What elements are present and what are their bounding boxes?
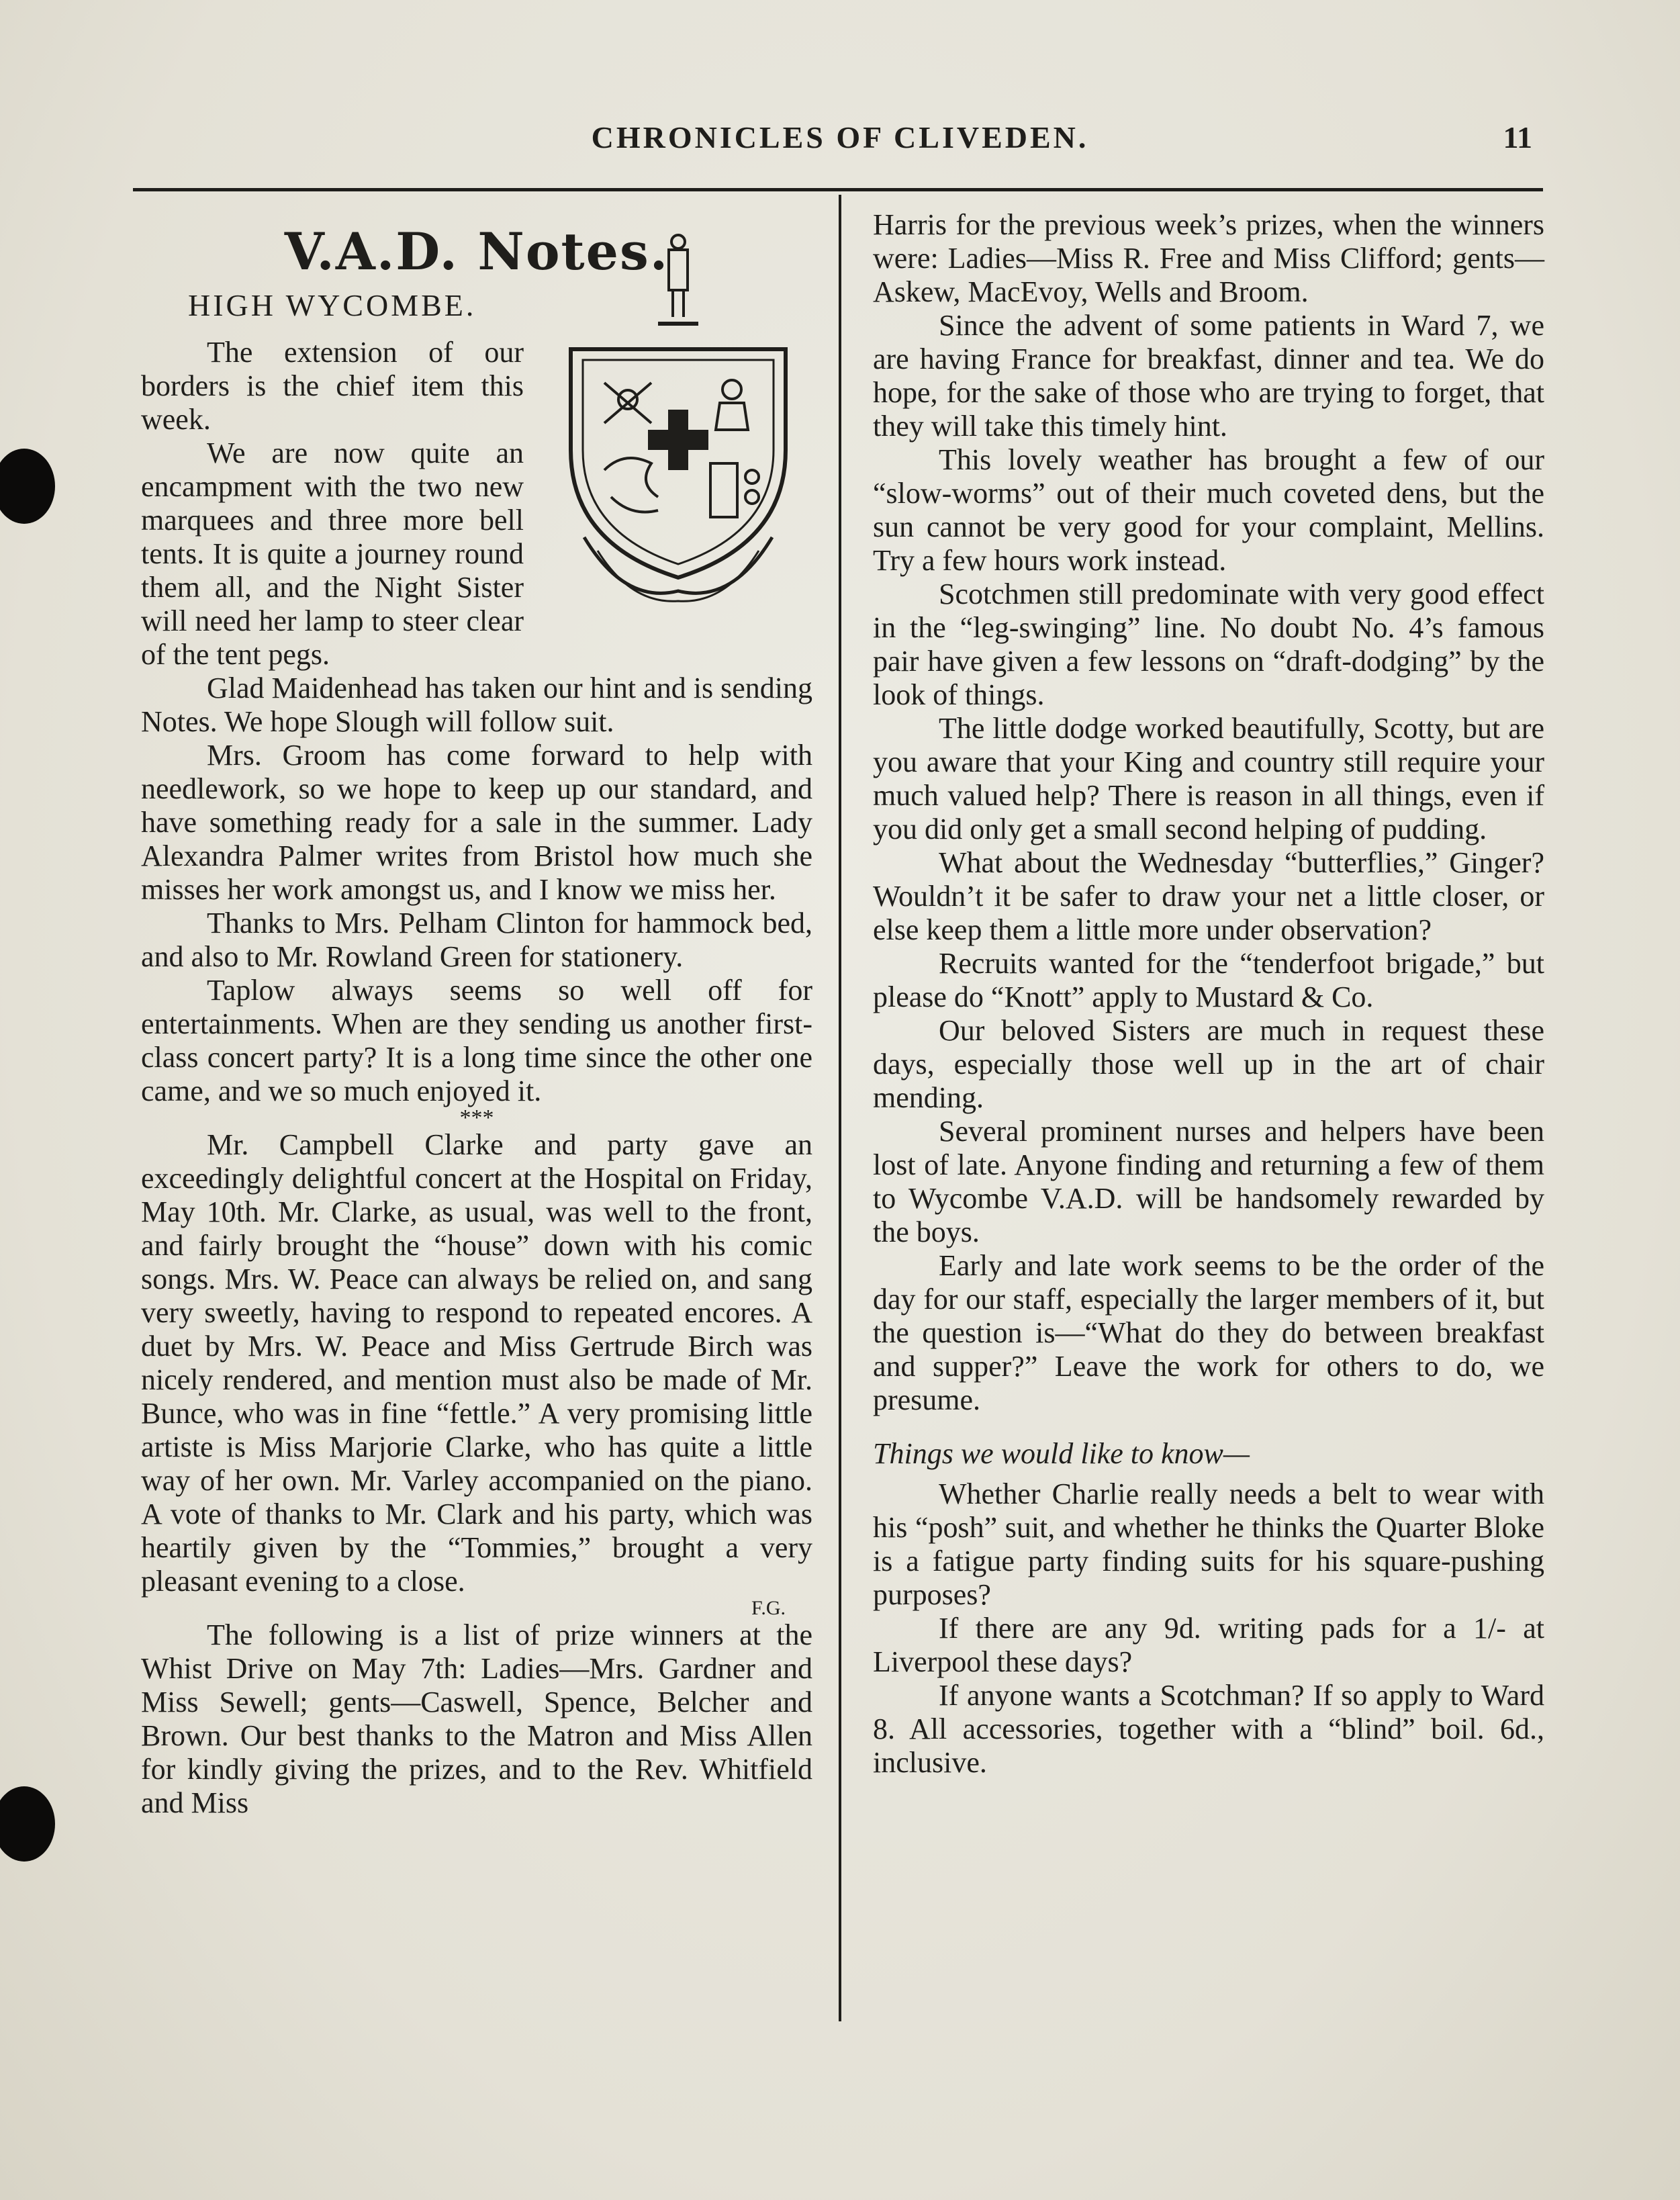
- vad-crest-illustration: [544, 228, 812, 631]
- paragraph: Mr. Campbell Clarke and party gave an exceedingly delightful concert at the Hospital on Friday, May 10th. Mr. Clarke, as usual, was well to the front, and fairly brought the “house” down with his comic songs. Mrs. W. Peace can always be relied on, and sang very sweetly, having to respond to repeated encores. A duet by Mrs. W. Peace and Miss Gertrude Birch was nicely rendered, and mention must also be made of Mr. Bunce, who was in fine “fettle.” A very promising little artiste is Miss Marjorie Clarke, who has quite a little way of her own. Mr. Varley accompanied on the piano. A vote of thanks to Mr. Clark and his party, which was heartily given by the “Tommies,” brought a very pleasant evening to a close.: [141, 1128, 812, 1598]
- things-item: Whether Charlie really needs a belt to wear with his “posh” suit, and whether he thinks the Quarter Bloke is a fatigue party finding suits for his square-pushing purposes?: [873, 1477, 1544, 1611]
- author-initials: F.G.: [751, 1597, 786, 1619]
- paragraph: Several prominent nurses and helpers have been lost of late. Anyone finding and returning a few of them to Wycombe V.A.D. will be handsomely rewarded by the boys.: [873, 1115, 1544, 1248]
- paragraph: We are now quite an encampment with the two new marquees and three more bell tents. It is quite a journey round them all, and the Night Sister will need her lamp to steer clear of the tent pegs.: [141, 437, 524, 671]
- paragraph: Early and late work seems to be the order of the day for our staff, especially the larger members of it, but the question is—“What do they do between breakfast and supper?” Leave the work for others to do, we presume.: [873, 1249, 1544, 1416]
- paragraph: The little dodge worked beautifully, Scotty, but are you aware that your King and country still require your much valued help? There is reason in all things, even if you did only get a small second helping of pudding.: [873, 712, 1544, 845]
- paragraph: Recruits wanted for the “tenderfoot brigade,” but please do “Knott” apply to Mustard & Co.: [873, 947, 1544, 1013]
- things-item: If there are any 9d. writing pads for a 1/- at Liverpool these days?: [873, 1612, 1544, 1678]
- paragraph: Since the advent of some patients in Ward 7, we are having France for breakfast, dinner and tea. We do hope, for the sake of those who are trying to forget, that they will take this timely hint.: [873, 309, 1544, 443]
- section-title: V.A.D. Notes.: [284, 222, 669, 281]
- paragraph: Harris for the previous week’s prizes, when the winners were: Ladies—Miss R. Free and Miss Clifford; gents—Askew, MacEvoy, Wells and Broom.: [873, 208, 1544, 308]
- crest-icon: [544, 228, 812, 631]
- left-column: [141, 201, 812, 1820]
- header-rule: [133, 188, 1543, 191]
- separator-stars: ***: [459, 1105, 494, 1130]
- paragraph: Our beloved Sisters are much in request these days, especially those well up in the art of chair mending.: [873, 1014, 1544, 1114]
- paragraph: This lovely weather has brought a few of our “slow-worms” out of their much coveted dens, but the sun cannot be very good for your complaint, Mellins. Try a few hours work instead.: [873, 443, 1544, 577]
- paragraph: What about the Wednesday “butterflies,” Ginger? Wouldn’t it be safer to draw your net a little closer, or else keep them a little more under observation?: [873, 846, 1544, 946]
- section-subtitle: HIGH WYCOMBE.: [188, 288, 477, 322]
- column-divider: [839, 195, 841, 2021]
- things-item: If anyone wants a Scotchman? If so apply to Ward 8. All accessories, together with a “blind” boil. 6d., inclusive.: [873, 1679, 1544, 1779]
- running-header: CHRONICLES OF CLIVEDEN.: [591, 120, 1089, 154]
- paragraph: Scotchmen still predominate with very good effect in the “leg-swinging” line. No doubt No. 4’s famous pair have given a few lessons on “draft-dodging” by the look of things.: [873, 578, 1544, 711]
- paragraph: Mrs. Groom has come forward to help with needlework, so we hope to keep up our standard, and have something ready for a sale in the summer. Lady Alexandra Palmer writes from Bristol how much she misses her work amongst us, and I know we miss her.: [141, 739, 812, 906]
- page-number: 11: [1503, 120, 1532, 154]
- paragraph: The extension of our borders is the chief item this week.: [141, 336, 524, 436]
- paragraph: Glad Maidenhead has taken our hint and is sending Notes. We hope Slough will follow suit.: [141, 672, 812, 738]
- paragraph: Thanks to Mrs. Pelham Clinton for hammock bed, and also to Mr. Rowland Green for stationery.: [141, 907, 812, 973]
- things-heading: Things we would like to know—: [873, 1437, 1250, 1470]
- paragraph: Taplow always seems so well off for entertainments. When are they sending us another first-class concert party? It is a long time since the other one came, and we so much enjoyed it.: [141, 974, 812, 1107]
- paragraph: The following is a list of prize winners at the Whist Drive on May 7th: Ladies—Mrs. Gardner and Miss Sewell; gents—Caswell, Spence, Belcher and Brown. Our best thanks to the Matron and Miss Allen for kindly giving the prizes, and to the Rev. Whitfield and Miss: [141, 1618, 812, 1819]
- right-column: [873, 208, 1544, 1780]
